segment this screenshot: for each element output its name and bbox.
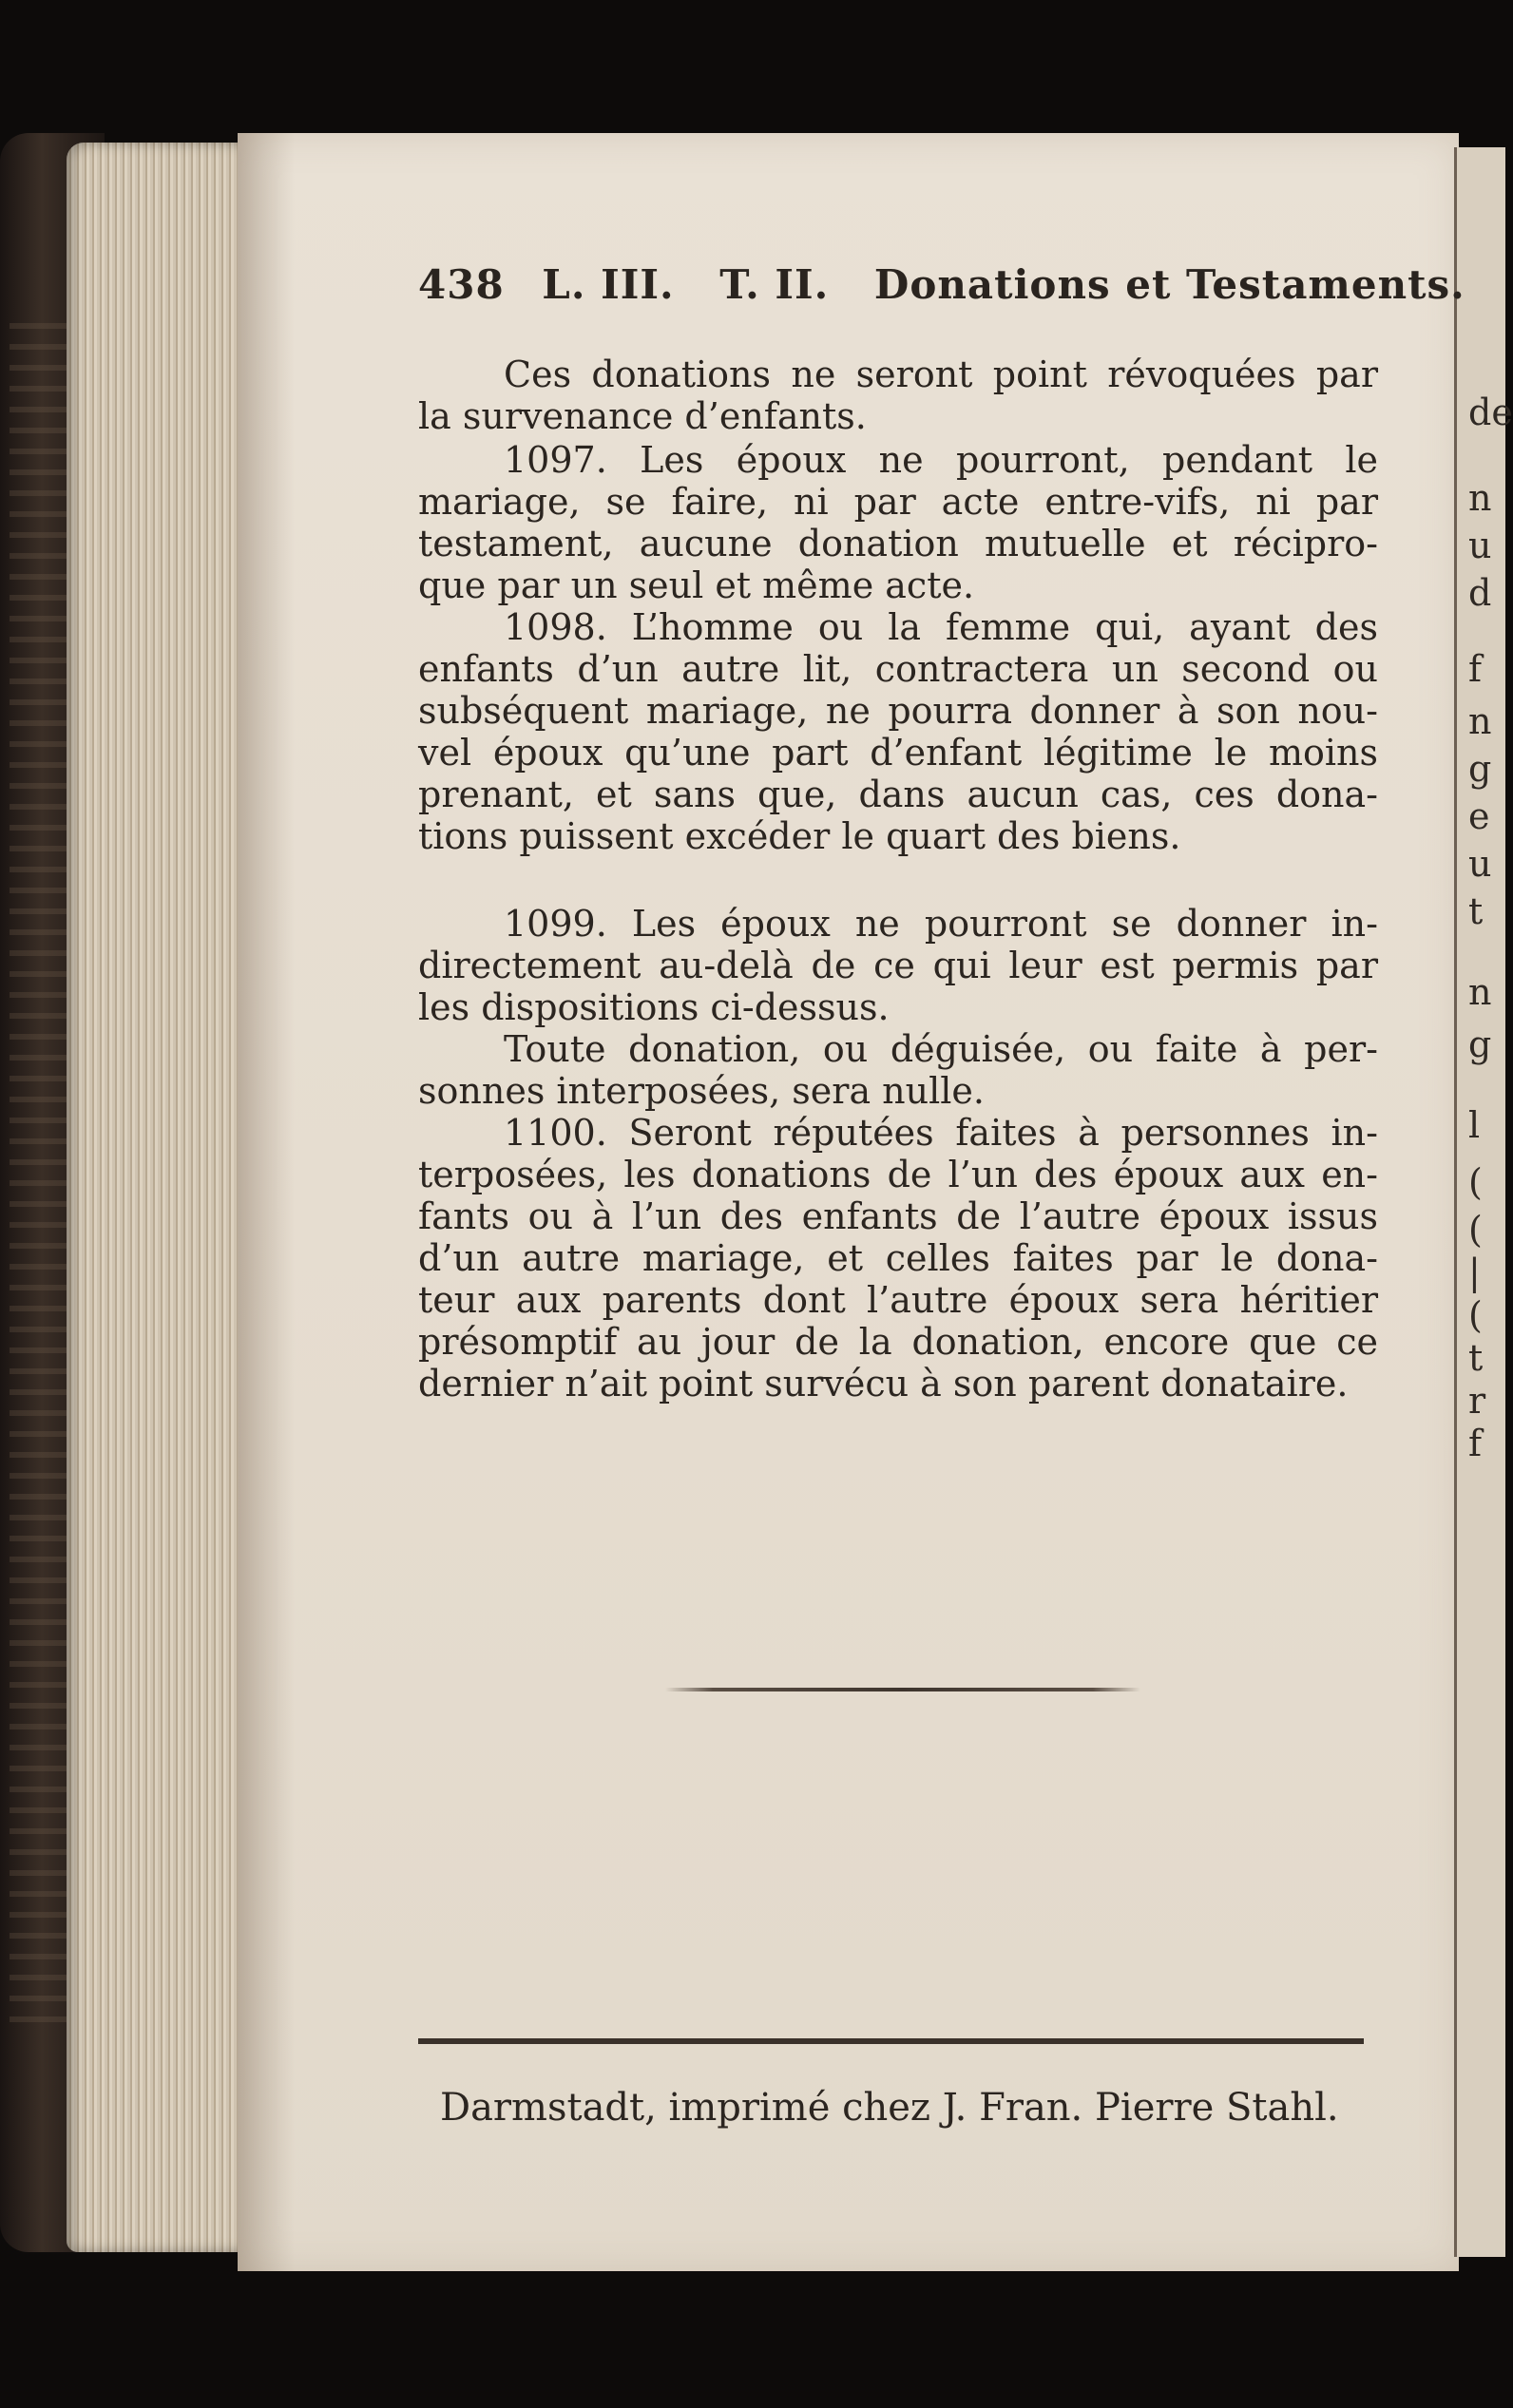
text-line: mariage, se faire, ni par acte entre-vifs, ni par [418,481,1378,523]
text-line: Toute donation, ou déguisée, ou faite à per- [504,1028,1378,1070]
cover-texture [10,323,67,2034]
next-page-fragment: t [1468,890,1484,932]
text-line: les dispositions ci-dessus. [418,986,890,1028]
next-page-fragment: u [1468,843,1492,885]
printer-imprint: Darmstadt, imprimé chez J. Fran. Pierre Stahl. [440,2086,1339,2130]
next-page-fragment: n [1468,971,1492,1013]
text-line: terposées, les donations de l’un des époux aux en- [418,1154,1378,1195]
next-page-fragment: ( [1468,1161,1483,1203]
next-page-fragment: u [1468,525,1492,566]
text-line: sonnes interposées, sera nulle. [418,1070,985,1112]
text-line: enfants d’un autre lit, contractera un second ou [418,648,1378,690]
next-page-fragment: e [1468,795,1490,837]
next-page-edge [1454,147,1513,2257]
text-line: dernier n’ait point survécu à son parent donataire. [418,1363,1349,1405]
section-divider-rule [665,1688,1140,1691]
text-line: d’un autre mariage, et celles faites par le dona- [418,1237,1378,1279]
text-line: Ces donations ne seront point révoquées par [504,354,1378,395]
page-number: 438 [418,261,505,308]
text-line: directement au-delà de ce qui leur est permis par [418,945,1378,986]
next-page-fragment: r [1468,1380,1486,1422]
text-line: testament, aucune donation mutuelle et récipro- [418,523,1378,564]
gutter-shadow [238,133,295,2271]
page-edges [67,143,247,2252]
text-line: prenant, et sans que, dans aucun cas, ces dona- [418,774,1378,815]
text-line: présomptif au jour de la donation, encore que ce [418,1321,1378,1363]
text-line: subséquent mariage, ne pourra donner à son nou- [418,690,1378,732]
next-page-fragment: d [1468,572,1492,614]
next-page-fragment: n [1468,477,1492,519]
text-line: 1099. Les époux ne pourront se donner in- [504,903,1378,945]
next-page-fragment: t [1468,1337,1484,1379]
next-page-fragment: f [1468,1423,1483,1464]
text-line: 1097. Les époux ne pourront, pendant le [504,439,1378,481]
text-line: fants ou à l’un des enfants de l’autre époux issus [418,1195,1378,1237]
next-page-fragment: n [1468,700,1492,742]
next-page-fragment: g [1468,1023,1492,1065]
text-line: vel époux qu’une part d’enfant légitime le moins [418,732,1378,774]
book-number: L. III. [542,261,675,308]
next-page-fragment: ( [1468,1294,1483,1336]
next-page-fragment: l [1468,1104,1481,1146]
next-page-fragment: ( [1468,1209,1483,1251]
next-page-fragment: f [1468,648,1483,690]
text-line: 1098. L’homme ou la femme qui, ayant des [504,606,1378,648]
text-line: que par un seul et même acte. [418,564,975,606]
next-page-fragment: | [1468,1252,1481,1293]
section-title: Donations et Testaments. [873,261,1465,308]
running-header [418,261,1465,308]
text-line: tions puissent excéder le quart des biens. [418,815,1181,857]
text-line: teur aux parents dont l’autre époux sera héritier [418,1279,1378,1321]
next-page-fragment: de [1468,392,1513,433]
title-number: T. II. [719,261,830,308]
colophon-rule [418,2038,1364,2044]
text-line: la survenance d’enfants. [418,395,867,437]
text-line: 1100. Seront réputées faites à personnes in- [504,1112,1378,1154]
next-page-fragment: g [1468,748,1492,790]
